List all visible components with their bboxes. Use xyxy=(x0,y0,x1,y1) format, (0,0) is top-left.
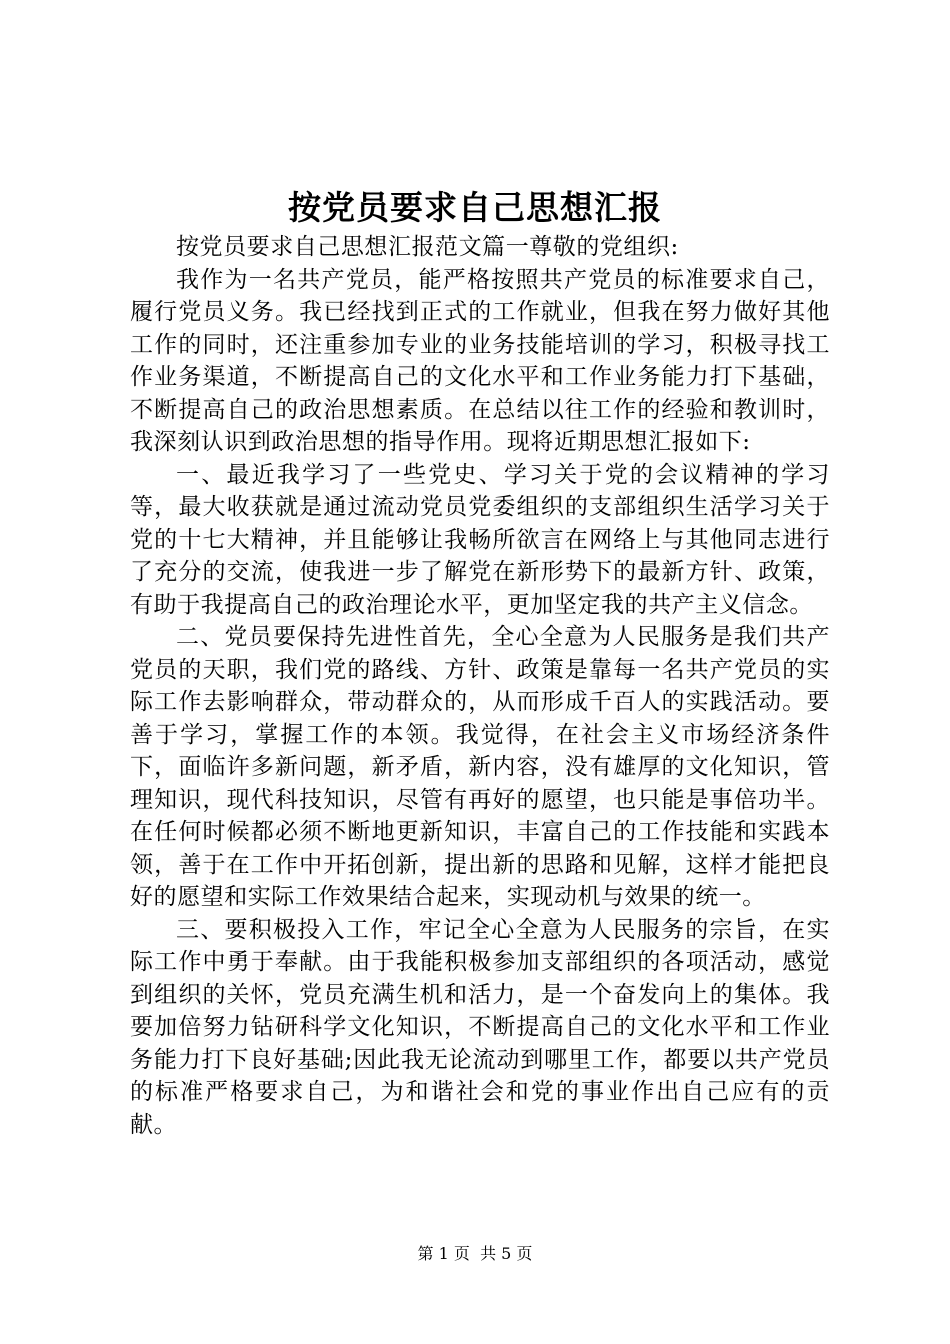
document-title: 按党员要求自己思想汇报 xyxy=(288,188,662,227)
paragraph-intro: 我作为一名共产党员，能严格按照共产党员的标准要求自己，履行党员义务。我已经找到正式的工作就业，但我在努力做好其他工作的同时，还注重参加专业的业务技能培训的学习，积极寻找工作业务渠道，不断提高自己的文化水平和工作业务能力打下基础，不断提高自己的政治思想素质。在总结以往工作的经验和教训时，我深刻认识到政治思想的指导作用。现将近期思想汇报如下: xyxy=(130,266,830,455)
document-body xyxy=(130,231,830,1141)
paragraph-salutation: 按党员要求自己思想汇报范文篇一尊敬的党组织: xyxy=(176,234,679,260)
page-number-label: 第 1 页 共 5 页 xyxy=(417,1244,533,1263)
paragraph-point-one: 一、最近我学习了一些党史、学习关于党的会议精神的学习等，最大收获就是通过流动党员党委组织的支部组织生活学习关于党的十七大精神，并且能够让我畅所欲言在网络上与其他同志进行了充分的交流，使我进一步了解党在新形势下的最新方针、政策，有助于我提高自己的政治理论水平，更加坚定我的共产主义信念。 xyxy=(130,461,830,618)
paragraph-point-three: 三、要积极投入工作，牢记全心全意为人民服务的宗旨，在实际工作中勇于奉献。由于我能积极参加支部组织的各项活动，感觉到组织的关怀，党员充满生机和活力，是一个奋发向上的集体。我要加倍努力钻研科学文化知识，不断提高自己的文化水平和工作业务能力打下良好基础;因此我无论流动到哪里工作，都要以共产党员的标准严格要求自己，为和谐社会和党的事业作出自己应有的贡献。 xyxy=(130,916,830,1138)
page-footer xyxy=(0,1242,950,1266)
paragraph-point-two: 二、党员要保持先进性首先，全心全意为人民服务是我们共产党员的天职，我们党的路线、方针、政策是靠每一名共产党员的实际工作去影响群众，带动群众的，从而形成千百人的实践活动。要善于学习，掌握工作的本领。我觉得，在社会主义市场经济条件下，面临许多新问题，新矛盾，新内容，没有雄厚的文化知识，管理知识，现代科技知识，尽管有再好的愿望，也只能是事倍功半。在任何时候都必须不断地更新知识，丰富自己的工作技能和实践本领，善于在工作中开拓创新，提出新的思路和见解，这样才能把良好的愿望和实际工作效果结合起来，实现动机与效果的统一。 xyxy=(130,624,830,910)
